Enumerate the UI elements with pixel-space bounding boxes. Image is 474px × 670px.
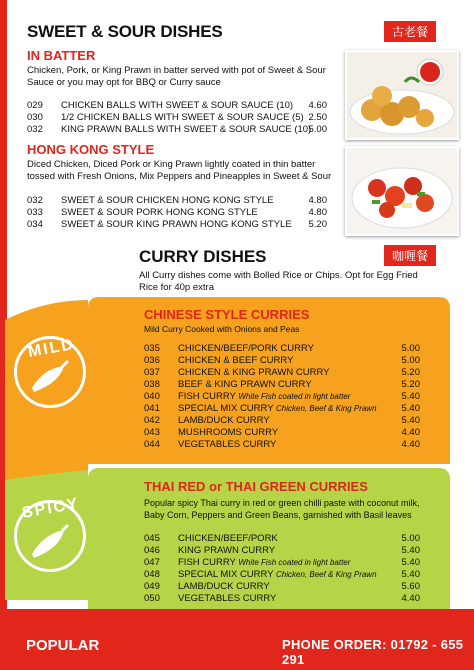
hong-kong-heading: HONG KONG STYLE	[27, 142, 155, 157]
item-name: BEEF & KING PRAWN CURRY	[178, 379, 312, 390]
item-name: SWEET & SOUR KING PRAWN HONG KONG STYLE	[61, 219, 292, 230]
item-code: 040	[144, 391, 160, 402]
item-code: 038	[144, 379, 160, 390]
item-code: 049	[144, 581, 160, 592]
item-name: FISH CURRY White Fish coated in light batter	[178, 557, 351, 568]
item-price: 5.00	[401, 355, 420, 366]
chicken-balls-image	[347, 52, 457, 138]
menu-item	[27, 195, 327, 207]
menu-item	[27, 100, 327, 112]
item-price: 4.80	[308, 195, 327, 206]
item-name: FISH CURRY White Fish coated in light batter	[178, 391, 351, 402]
item-code: 046	[144, 545, 160, 556]
menu-item	[144, 403, 420, 415]
item-price: 4.60	[308, 100, 327, 111]
curry-description: All Curry dishes come with Bolled Rice or Chips. Opt for Egg Fried Rice for 40p extra	[139, 270, 418, 293]
item-name: VEGETABLES CURRY	[178, 593, 277, 604]
mild-badge-label: MILD	[26, 336, 77, 361]
chicken-balls-photo	[345, 50, 459, 140]
menu-item	[144, 355, 420, 367]
footer-popular-label: POPULAR	[26, 637, 100, 654]
item-name: KING PRAWN CURRY	[178, 545, 276, 556]
spicy-chilli-icon	[24, 522, 74, 562]
item-code: 033	[27, 207, 43, 218]
item-price: 4.80	[308, 207, 327, 218]
item-price: 5.00	[401, 533, 420, 544]
item-price: 5.40	[401, 557, 420, 568]
menu-item	[144, 545, 420, 557]
menu-item	[144, 427, 420, 439]
item-code: 044	[144, 439, 160, 450]
menu-item	[144, 343, 420, 355]
item-name: LAMB/DUCK CURRY	[178, 415, 270, 426]
curry-title: CURRY DISHES	[139, 247, 267, 266]
item-price: 5.20	[401, 367, 420, 378]
item-name: VEGETABLES CURRY	[178, 439, 277, 450]
mild-chilli-icon	[24, 358, 74, 398]
hong-kong-description: Diced Chicken, Diced Pork or King Prawn lightly coated in thin batter tossed with Fresh Onions, Mix Peppers and Pineapples in Sweet & Sour	[27, 159, 332, 182]
item-name: CHICKEN BALLS WITH SWEET & SOUR SAUCE (10)	[61, 100, 294, 111]
item-name: KING PRAWN BALLS WITH SWEET & SOUR SAUCE (10)	[61, 124, 312, 135]
menu-item	[27, 219, 327, 231]
menu-item	[144, 569, 420, 581]
in-batter-description: Chicken, Pork, or King Prawn in batter served with pot of Sweet & Sour Sauce or you may opt for BBQ or Curry sauce	[27, 65, 326, 88]
item-price: 5.00	[401, 343, 420, 354]
item-price: 5.40	[401, 391, 420, 402]
menu-item	[144, 415, 420, 427]
sweet-sour-title: SWEET & SOUR DISHES	[27, 22, 223, 41]
item-name: SPECIAL MIX CURRY Chicken, Beef & King Prawn	[178, 569, 377, 580]
item-name: CHICKEN & KING PRAWN CURRY	[178, 367, 330, 378]
in-batter-heading: IN BATTER	[27, 48, 96, 63]
item-price: 2.50	[308, 112, 327, 123]
menu-item	[144, 533, 420, 545]
item-name: SPECIAL MIX CURRY Chicken, Beef & King Prawn	[178, 403, 377, 414]
item-price: 5.40	[401, 403, 420, 414]
item-price: 4.40	[401, 439, 420, 450]
menu-item	[144, 439, 420, 451]
item-name: CHICKEN & BEEF CURRY	[178, 355, 294, 366]
spicy-badge-label: SPICY	[20, 495, 81, 522]
item-name: CHICKEN/BEEF/PORK CURRY	[178, 343, 315, 354]
footer-phone-order: PHONE ORDER: 01792 - 655 291	[282, 637, 464, 667]
item-price: 5.20	[401, 379, 420, 390]
item-code: 029	[27, 100, 43, 111]
item-code: 030	[27, 112, 43, 123]
item-code: 042	[144, 415, 160, 426]
menu-item	[27, 207, 327, 219]
item-name: MUSHROOMS CURRY	[178, 427, 279, 438]
item-code: 035	[144, 343, 160, 354]
item-code: 050	[144, 593, 160, 604]
hong-kong-style-image	[347, 148, 457, 234]
sweet-sour-chinese-tag: 古老餐	[384, 21, 436, 42]
menu-item	[27, 112, 327, 124]
hong-kong-style-photo	[345, 146, 459, 236]
menu-item	[144, 593, 420, 605]
item-name: SWEET & SOUR CHICKEN HONG KONG STYLE	[61, 195, 274, 206]
item-code: 037	[144, 367, 160, 378]
menu-item	[144, 581, 420, 593]
item-price: 4.40	[401, 427, 420, 438]
item-price: 5.40	[401, 569, 420, 580]
item-price: 5.40	[401, 415, 420, 426]
item-code: 036	[144, 355, 160, 366]
item-code: 032	[27, 124, 43, 135]
item-code: 043	[144, 427, 160, 438]
item-code: 048	[144, 569, 160, 580]
thai-curries-description: Popular spicy Thai curry in red or green chilli paste with coconut milk, Baby Corn, Peppers and Green Beans, garnished with Basil leaves	[144, 498, 420, 520]
item-name: SWEET & SOUR PORK HONG KONG STYLE	[61, 207, 258, 218]
item-name: 1/2 CHICKEN BALLS WITH SWEET & SOUR SAUCE (5)	[61, 112, 304, 123]
item-price: 5.40	[401, 545, 420, 556]
item-name: CHICKEN/BEEF/PORK	[178, 533, 278, 544]
item-price: 5.20	[308, 219, 327, 230]
item-price: 5.60	[401, 581, 420, 592]
item-code: 041	[144, 403, 160, 414]
menu-item	[144, 557, 420, 569]
item-name: LAMB/DUCK CURRY	[178, 581, 270, 592]
chinese-curries-heading: CHINESE STYLE CURRIES	[144, 307, 310, 322]
menu-item	[144, 367, 420, 379]
item-code: 032	[27, 195, 43, 206]
thai-curries-heading: THAI RED or THAI GREEN CURRIES	[144, 479, 368, 494]
menu-item	[27, 124, 327, 136]
menu-item	[144, 391, 420, 403]
menu-item	[144, 379, 420, 391]
curry-chinese-tag: 咖喱餐	[384, 245, 436, 266]
chinese-curries-description: Mild Curry Cooked with Onions and Peas	[144, 324, 300, 334]
item-price: 4.40	[401, 593, 420, 604]
item-code: 034	[27, 219, 43, 230]
item-code: 047	[144, 557, 160, 568]
item-price: 5.00	[308, 124, 327, 135]
item-code: 045	[144, 533, 160, 544]
